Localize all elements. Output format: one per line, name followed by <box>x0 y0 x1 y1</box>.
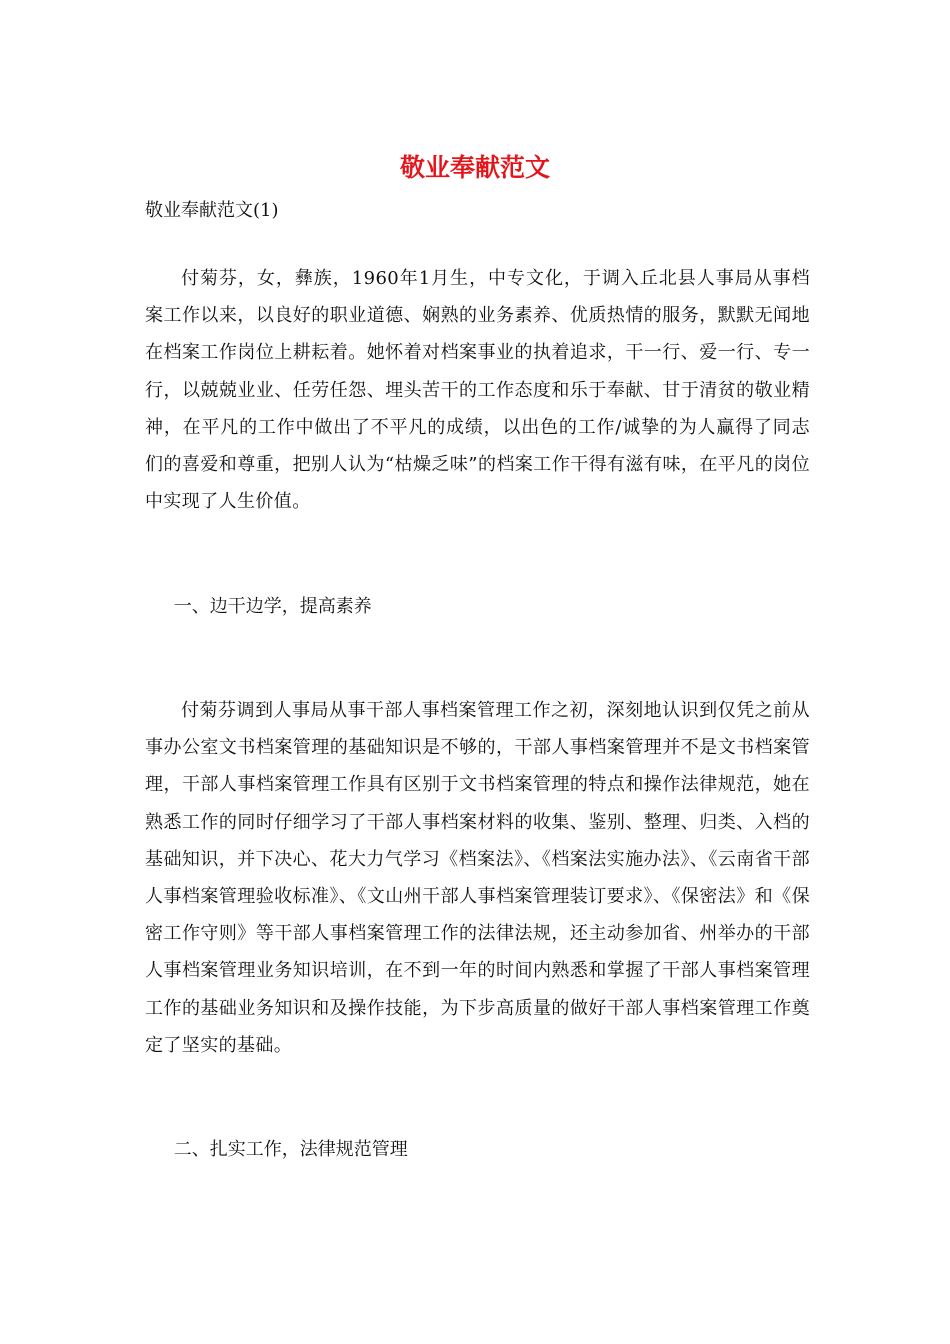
paragraph-section-1: 付菊芬调到人事局从事干部人事档案管理工作之初，深刻地认识到仅凭之前从事办公室文书档案管理的基础知识是不够的，干部人事档案管理并不是文书档案管理，干部人事档案管理工作具有区别于文书档案管理的特点和操作法律规范，她在熟悉工作的同时仔细学习了干部人事档案材料的收集、鉴别、整理、归类、入档的基础知识，并下决心、花大力气学习《档案法》、《档案法实施办法》、《云南省干部人事档案管理验收标准》、《文山州干部人事档案管理装订要求》、《保密法》和《保密工作守则》等干部人事档案管理工作的法律法规，还主动参加省、州举办的干部人事档案管理业务知识培训，在不到一年的时间内熟悉和掌握了干部人事档案管理工作的基础业务知识和及操作技能，为下步高质量的做好干部人事档案管理工作奠定了坚实的基础。 <box>145 700 810 1056</box>
paragraph-intro: 付菊芬，女，彝族，1960年1月生，中专文化，于调入丘北县人事局从事档案工作以来，以良好的职业道德、娴熟的业务素养、优质热情的服务，默默无闻地在档案工作岗位上耕耘着。她怀着对档案事业的执着追求，干一行、爱一行、专一行，以兢兢业业、任劳任怨、埋头苦干的工作态度和乐于奉献、甘于清贫的敬业精神，在平凡的工作中做出了不平凡的成绩，以出色的工作/诚挚的为人赢得了同志们的喜爱和尊重，把别人认为“枯燥乏味”的档案工作干得有滋有味，在平凡的岗位中实现了人生价值。 <box>145 268 810 513</box>
document-subtitle: 敬业奉献范文(1) <box>145 200 279 221</box>
section-heading-1: 一、边干边学，提高素养 <box>173 596 372 617</box>
document-title: 敬业奉献范文 <box>399 153 550 182</box>
section-heading-2: 二、扎实工作，法律规范管理 <box>173 1139 408 1160</box>
